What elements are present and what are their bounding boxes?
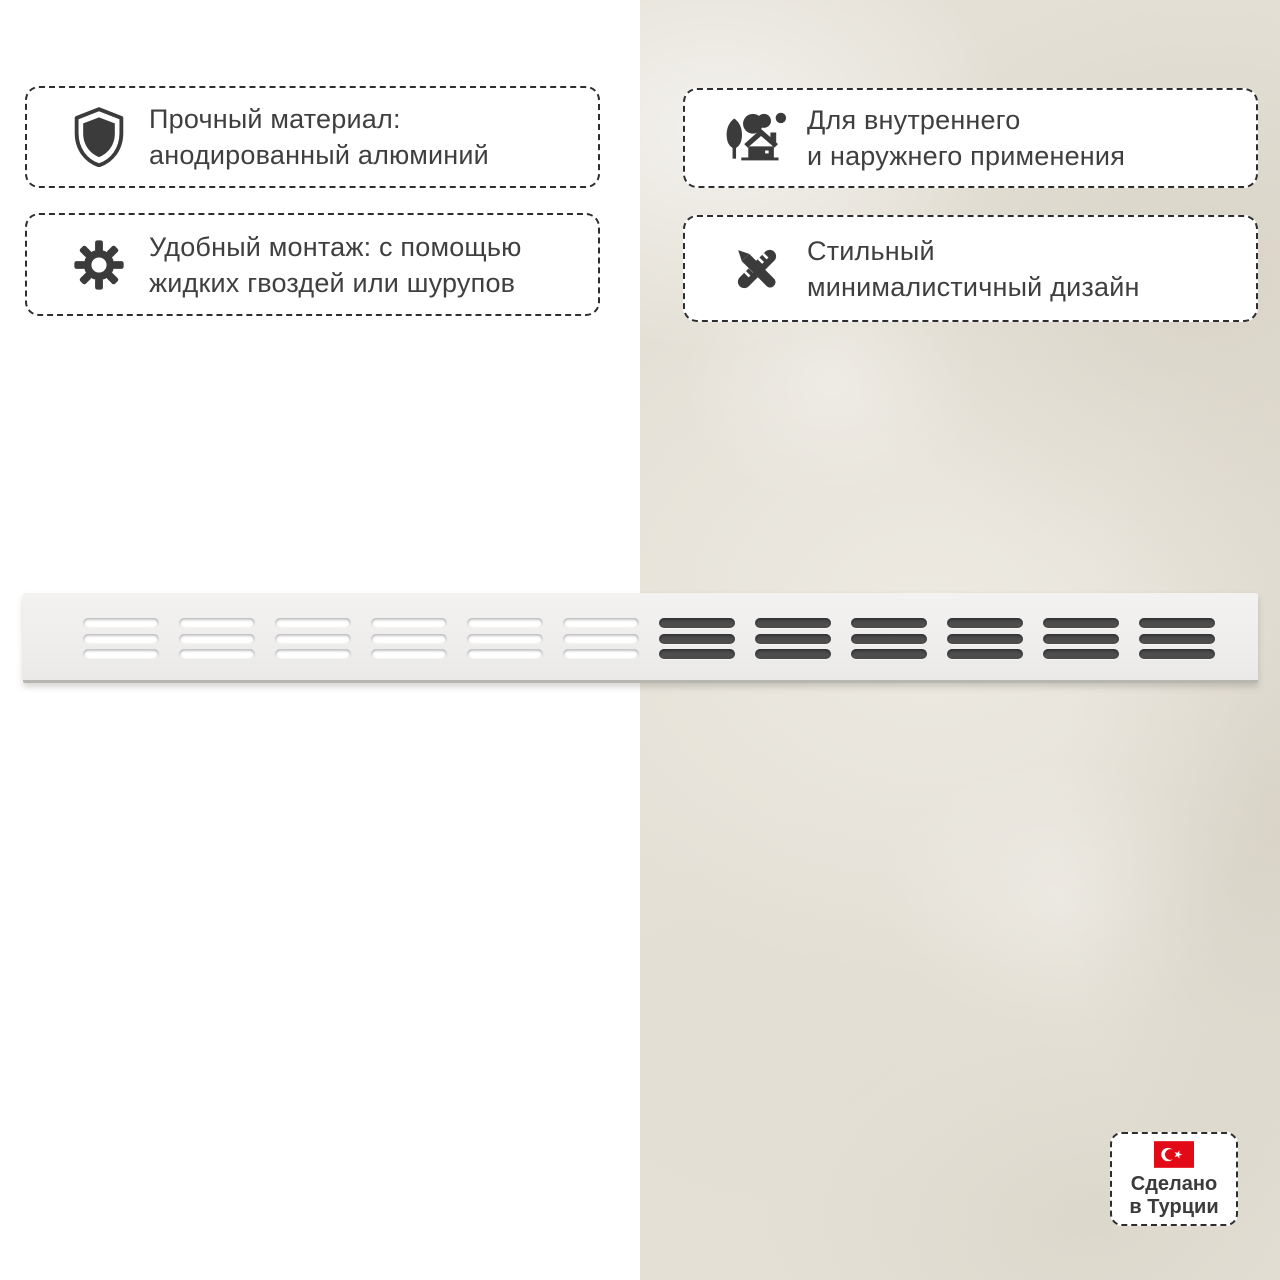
- feature-line: жидких гвоздей или шурупов: [149, 267, 516, 298]
- vent-slot-group: [1043, 618, 1119, 665]
- vent-slot: [275, 634, 351, 644]
- pencil-ruler-icon: [725, 236, 789, 302]
- vent-slot-group: [563, 618, 639, 665]
- feature-text: [807, 102, 1125, 174]
- made-in-line: Сделано: [1130, 1173, 1218, 1195]
- vent-slot: [851, 649, 927, 659]
- vent-slot: [179, 634, 255, 644]
- vent-slot: [83, 634, 159, 644]
- vent-slot: [563, 634, 639, 644]
- vent-slot: [755, 618, 831, 628]
- feature-line: минималистичный дизайн: [807, 271, 1140, 302]
- house-outdoor-icon: [725, 105, 789, 171]
- vent-slot: [755, 634, 831, 644]
- vent-slot: [83, 618, 159, 628]
- shield-icon: [67, 104, 131, 170]
- vent-slot-group: [467, 618, 543, 665]
- vent-slot-group: [1139, 618, 1215, 665]
- feature-card-durable-material: [25, 86, 600, 188]
- vent-slot: [371, 618, 447, 628]
- feature-line: Удобный монтаж: с помощью: [149, 231, 522, 262]
- feature-line: Прочный материал:: [149, 104, 401, 134]
- feature-line: Стильный: [807, 235, 935, 266]
- vent-slot: [851, 618, 927, 628]
- vent-slot: [83, 649, 159, 659]
- vent-slot: [1043, 618, 1119, 628]
- vent-slot: [179, 618, 255, 628]
- vent-slot: [947, 618, 1023, 628]
- vent-slot: [659, 649, 735, 659]
- vent-slot: [467, 649, 543, 659]
- vent-slot: [1139, 634, 1215, 644]
- vent-slot: [1043, 634, 1119, 644]
- vent-slot-group: [83, 618, 159, 665]
- vent-slot: [371, 649, 447, 659]
- vent-slot: [1043, 649, 1119, 659]
- feature-text: [149, 229, 522, 301]
- vent-grille: [23, 593, 1258, 683]
- vent-slot-group: [851, 618, 927, 665]
- vent-slot: [563, 618, 639, 628]
- vent-slot: [947, 649, 1023, 659]
- made-in-line: в Турции: [1129, 1196, 1219, 1218]
- feature-card-easy-mounting: [25, 213, 600, 316]
- gear-icon: [67, 232, 131, 298]
- vent-slot: [179, 649, 255, 659]
- vent-slot-group: [371, 618, 447, 665]
- feature-line: Для внутреннего: [807, 105, 1021, 135]
- made-in-turkey-badge: [1110, 1132, 1238, 1226]
- vent-slot: [467, 618, 543, 628]
- vent-slot: [851, 634, 927, 644]
- vent-slot: [1139, 618, 1215, 628]
- turkey-flag-icon: [1154, 1141, 1194, 1168]
- feature-card-minimalist-design: [683, 215, 1258, 322]
- vent-slot: [275, 649, 351, 659]
- vent-slot-group: [275, 618, 351, 665]
- feature-card-indoor-outdoor: [683, 88, 1258, 188]
- vent-slot-group: [179, 618, 255, 665]
- feature-line: анодированный алюминий: [149, 140, 489, 170]
- vent-slot: [467, 634, 543, 644]
- vent-slot: [371, 634, 447, 644]
- feature-line: и наружнего применения: [807, 141, 1126, 171]
- feature-text: [149, 101, 489, 173]
- vent-slot: [947, 634, 1023, 644]
- vent-slot: [659, 634, 735, 644]
- vent-slot-group: [659, 618, 735, 665]
- vent-slot: [755, 649, 831, 659]
- vent-slot: [1139, 649, 1215, 659]
- feature-text: [807, 233, 1140, 305]
- vent-slot-group: [755, 618, 831, 665]
- vent-slot-group: [947, 618, 1023, 665]
- vent-slot: [563, 649, 639, 659]
- vent-slot: [275, 618, 351, 628]
- vent-slot: [659, 618, 735, 628]
